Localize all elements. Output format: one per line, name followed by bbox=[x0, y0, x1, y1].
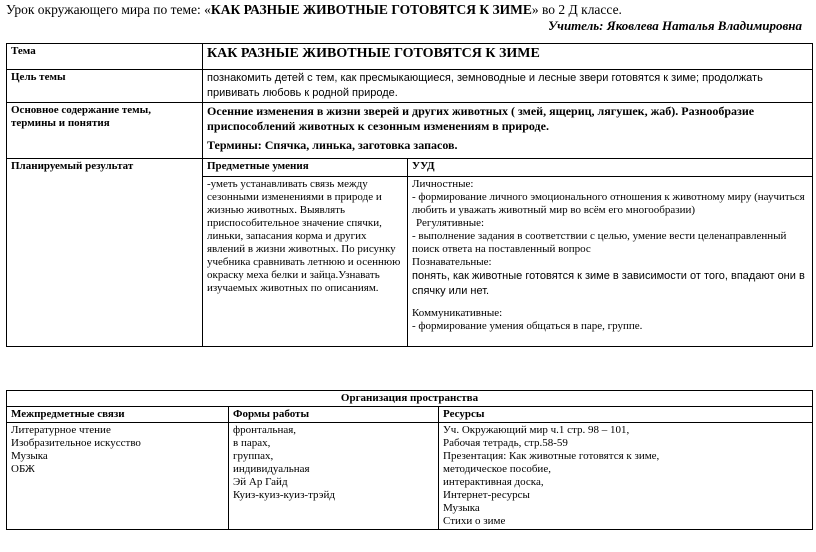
header-topic: КАК РАЗНЫЕ ЖИВОТНЫЕ ГОТОВЯТСЯ К ЗИМЕ bbox=[210, 2, 532, 17]
space-organization-table bbox=[6, 390, 813, 530]
content-cell bbox=[203, 103, 813, 159]
lesson-plan-table bbox=[6, 43, 813, 347]
header-suffix: » во 2 Д классе. bbox=[531, 2, 622, 17]
resources-list bbox=[439, 423, 813, 530]
list-item: методическое пособие, bbox=[443, 463, 551, 475]
terms-value: Термины: Спячка, линька, заготовка запасов. bbox=[207, 138, 458, 152]
tema-label: Тема bbox=[7, 44, 203, 70]
result-label: Планируемый результат bbox=[7, 159, 203, 347]
uud-personal-label: Личностные: bbox=[412, 178, 474, 190]
space-organization-title: Организация пространства bbox=[7, 391, 813, 407]
col-work-forms-label: Формы работы bbox=[229, 407, 439, 423]
list-item: Изобразительное искусство bbox=[11, 437, 141, 449]
subject-skills-label: Предметные умения bbox=[203, 159, 408, 177]
uud-cell bbox=[408, 177, 813, 347]
list-item: индивидуальная bbox=[233, 463, 310, 475]
interdisciplinary-list bbox=[7, 423, 229, 530]
uud-cognitive-label: Познавательные: bbox=[412, 256, 492, 268]
uud-regulative-label: Регулятивные: bbox=[416, 217, 485, 229]
content-value: Осенние изменения в жизни зверей и других животных ( змей, ящериц, лягушек, жаб). Разнообразие приспособлений животных к сезонным изменениям в природе. bbox=[207, 104, 755, 133]
list-item: ОБЖ bbox=[11, 463, 35, 475]
list-item: Интернет-ресурсы bbox=[443, 489, 530, 501]
uud-communicative-label: Коммуникативные: bbox=[412, 307, 503, 319]
list-item: Музыка bbox=[443, 502, 480, 514]
teacher-line: Учитель: Яковлева Наталья Владимировна bbox=[548, 18, 802, 33]
list-item: фронтальная, bbox=[233, 424, 297, 436]
header-prefix: Урок окружающего мира по теме: « bbox=[6, 2, 211, 17]
list-item: Музыка bbox=[11, 450, 48, 462]
list-item: группах, bbox=[233, 450, 274, 462]
list-item: Литературное чтение bbox=[11, 424, 111, 436]
col-interdisciplinary-label: Межпредметные связи bbox=[7, 407, 229, 423]
list-item: Стихи о зиме bbox=[443, 515, 506, 527]
subject-skills-text: -уметь устанавливать связь между сезонными изменениями в природе и жизнью животных. Выявлять приспособительное значение спячки, линьки, запасания корма и других явлений в жизни животных. По рисунку учебника сравнивать летнюю и осеннюю окраску меха белки и зайца.Узнавать изучаемых животных по описаниям. bbox=[203, 177, 408, 347]
list-item: Рабочая тетрадь, стр.58-59 bbox=[443, 437, 568, 449]
lesson-header bbox=[6, 2, 622, 18]
list-item: Куиз-куиз-куиз-трэйд bbox=[233, 489, 335, 501]
tema-value: КАК РАЗНЫЕ ЖИВОТНЫЕ ГОТОВЯТСЯ К ЗИМЕ bbox=[203, 44, 813, 70]
uud-regulative-text: - выполнение задания в соответствии с целью, умение вести целенаправленный поиск ответа на поставленный вопрос bbox=[412, 230, 787, 255]
work-forms-list bbox=[229, 423, 439, 530]
list-item: Уч. Окружающий мир ч.1 стр. 98 – 101, bbox=[443, 424, 630, 436]
list-item: в парах, bbox=[233, 437, 271, 449]
goal-value: познакомить детей с тем, как пресмыкающиеся, земноводные и лесные звери готовятся к зиме; продолжать прививать любовь к родной природе. bbox=[203, 70, 813, 103]
list-item: Презентация: Как животные готовятся к зиме, bbox=[443, 450, 660, 462]
list-item: интерактивная доска, bbox=[443, 476, 544, 488]
uud-cognitive-text: понять, как животные готовятся к зиме в зависимости от того, впадают они в спячку или нет. bbox=[412, 270, 805, 297]
uud-label: УУД bbox=[408, 159, 813, 177]
col-resources-label: Ресурсы bbox=[439, 407, 813, 423]
uud-personal-text: - формирование личного эмоционального отношения к животному миру (научиться любить и уважать животный мир во всём его многообразии) bbox=[412, 191, 805, 216]
goal-label: Цель темы bbox=[7, 70, 203, 103]
list-item: Эй Ар Гайд bbox=[233, 476, 288, 488]
content-label: Основное содержание темы, термины и понятия bbox=[7, 103, 203, 159]
uud-communicative-text: - формирование умения общаться в паре, группе. bbox=[412, 320, 643, 332]
